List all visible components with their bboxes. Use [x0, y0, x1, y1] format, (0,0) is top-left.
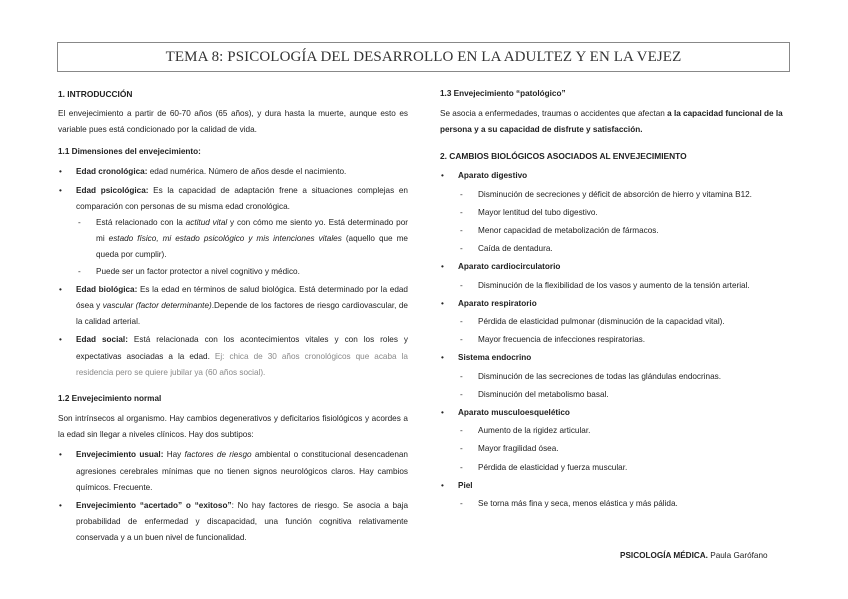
subsection-heading-normal: 1.2 Envejecimiento normal: [58, 394, 162, 404]
system-change-item: - Mayor lentitud del tubo digestivo.: [440, 205, 792, 221]
system-item: [440, 350, 792, 403]
system-name: Sistema endocrino: [458, 353, 532, 363]
system-change-item: - Disminución del metabolismo basal.: [440, 387, 792, 403]
list-item-edad-psicologica: • Edad psicológica: Es la capacidad de adaptación frene a situaciones complejas en comparación con personas de su misma edad cronológica. - Está relacionado con la actitud vital y con cómo me siento yo. Está determinado por mi estado físico, mi estado psicológico y mis intenciones vitales (aquello que me queda por cumplir). - Puede ser un factor protector a nivel cognitivo y médico.: [58, 183, 408, 280]
section-heading-introduccion: 1. INTRODUCCIÓN: [58, 89, 133, 99]
system-name: Piel: [458, 480, 473, 490]
system-name: Aparato digestivo: [458, 171, 528, 181]
system-name: Aparato respiratorio: [458, 298, 537, 308]
system-change-item: - Disminución de las secreciones de todas las glándulas endocrinas.: [440, 369, 792, 385]
subsection-heading-dimensiones: 1.1 Dimensiones del envejecimiento:: [58, 147, 201, 157]
normal-paragraph: Son intrínsecos al organismo. Hay cambios degenerativos y deficitarios fisiológicos y acordes a la edad sin llegar a niveles clínicos. Hay dos subtipos:: [58, 414, 408, 440]
document-title: TEMA 8: PSICOLOGÍA DEL DESARROLLO EN LA ADULTEZ Y EN LA VEJEZ: [165, 48, 682, 65]
system-name: Aparato cardiocirculatorio: [458, 262, 561, 272]
system-change-item: - Disminución de secreciones y déficit de absorción de hierro y vitamina B12.: [440, 187, 792, 203]
dimensions-list: [58, 164, 408, 381]
system-change-item: - Aumento de la rigidez articular.: [440, 423, 792, 439]
footer-author: Paula Garófano: [707, 551, 768, 560]
subsection-heading-patologico: 1.3 Envejecimiento “patológico”: [440, 89, 566, 98]
system-change-item: - Pérdida de elasticidad y fuerza muscular.: [440, 460, 792, 476]
system-item: [440, 478, 792, 512]
section-heading-cambios: 2. CAMBIOS BIOLÓGICOS ASOCIADOS AL ENVEJECIMIENTO: [440, 151, 687, 162]
sub-item-factor-protector: - Puede ser un factor protector a nivel cognitivo y médico.: [58, 264, 408, 280]
system-change-item: - Menor capacidad de metabolización de fármacos.: [440, 223, 792, 239]
intro-paragraph: El envejecimiento a partir de 60-70 años (65 años), y dura hasta la muerte, aunque esto es variable pues está condicionado por la calidad de vida.: [58, 109, 408, 135]
system-name: Aparato musculoesquelético: [458, 408, 570, 418]
list-item-edad-biologica: • Edad biológica: Es la edad en términos de salud biológica. Está determinado por la edad ósea y vascular (factor determinante).Depende de los factores de riesgo cardiovascular, de la calidad arterial.: [58, 282, 408, 331]
system-change-item: - Mayor frecuencia de infecciones respiratorias.: [440, 332, 792, 348]
list-item-edad-social: • Edad social: Está relacionada con los acontecimientos vitales y con los roles y expectativas asociadas a la edad. Ej: chica de 30 años cronológicos que acaba la residencia pero se quiere jubilar ya (60 años social).: [58, 332, 408, 381]
footer: [620, 551, 768, 560]
system-change-item: - Mayor fragilidad ósea.: [440, 441, 792, 457]
patologico-paragraph: Se asocia a enfermedades, traumas o accidentes que afectan a la capacidad funcional de la persona y a su capacidad de disfrute y satisfacción.: [440, 109, 783, 135]
system-item: [440, 405, 792, 476]
list-item-usual: • Envejecimiento usual: Hay factores de riesgo ambiental o constitucional desencadenan agresiones cerebrales mínimas que no tienen signos neurológicos claros. Hay cambios químicos. Frecuente.: [58, 447, 408, 496]
system-change-item: - Pérdida de elasticidad pulmonar (disminución de la capacidad vital).: [440, 314, 792, 330]
system-item: [440, 296, 792, 349]
system-change-item: - Caída de dentadura.: [440, 241, 792, 257]
list-item-edad-cronologica: • Edad cronológica: edad numérica. Número de años desde el nacimiento.: [58, 164, 408, 180]
footer-subject: PSICOLOGÍA MÉDICA.: [620, 551, 708, 560]
system-change-item: - Disminución de la flexibilidad de los vasos y aumento de la tensión arterial.: [440, 278, 792, 294]
system-item: [440, 259, 792, 293]
title-box: [57, 42, 790, 72]
right-column: [440, 86, 792, 512]
systems-list: [440, 168, 792, 512]
system-item: [440, 168, 792, 257]
sub-item-actitud-vital: - Está relacionado con la actitud vital y con cómo me siento yo. Está determinado por mi estado físico, mi estado psicológico y mis intenciones vitales (aquello que me queda por cumplir).: [58, 215, 408, 264]
list-item-exitoso: • Envejecimiento “acertado” o “exitoso”: No hay factores de riesgo. Se asocia a baja probabilidad de enfermedad y discapacidad, una función cognitiva relativamente conservada y a un buen nivel de funcionalidad.: [58, 498, 408, 547]
left-column: [58, 86, 408, 547]
system-change-item: - Se torna más fina y seca, menos elástica y más pálida.: [440, 496, 792, 512]
subtypes-list: [58, 447, 408, 546]
